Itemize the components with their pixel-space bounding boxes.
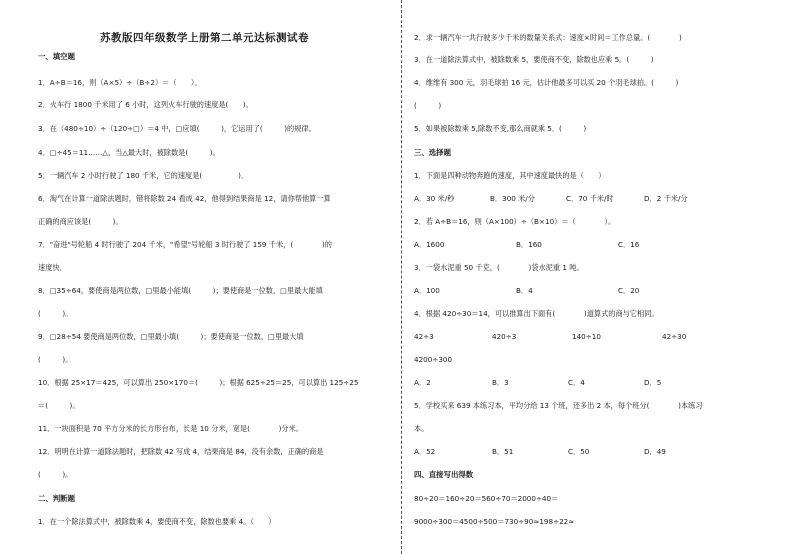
answer-option: C．16 <box>618 240 640 249</box>
question-line: 本。 <box>414 424 429 433</box>
section-heading: 二、判断题 <box>38 494 75 503</box>
answer-option: A．1600 <box>414 240 445 249</box>
question-line: 4．□÷45＝11……△，当△最大时，被除数是( )。 <box>38 148 220 157</box>
question-line: 7．"奋进"号轮船 4 时行驶了 204 千米，"希望"号轮船 3 时行驶了 159 千米，( )的 <box>38 240 332 249</box>
answer-option: B．4 <box>516 286 533 295</box>
question-line: 2．若 A÷B＝16，则（A×100）÷（B×10）＝（ ）。 <box>414 217 616 226</box>
answer-option: D．5 <box>644 378 662 387</box>
question-line: ( )。 <box>38 470 73 479</box>
question-line: ( )。 <box>38 355 73 364</box>
question-line: 3．在一道除法算式中，被除数乘 5，要使商不变，除数也应乘 5。( ) <box>414 55 654 64</box>
section-heading: 一、填空题 <box>38 52 75 61</box>
question-line: 1．下面是四种动物奔跑的速度，其中速度最快的是（ ） <box>414 171 606 180</box>
question-line: 5．一辆汽车 2 小时行驶了 180 千米，它的速度是( )． <box>38 171 249 180</box>
question-line: 6．淘气在计算一道除法题时，错将除数 24 看成 42，他得到结果商是 12，请你帮他算一算 <box>38 194 331 203</box>
question-line: 9．□28÷54 要使商是两位数，□里最小填( )；要使商是一位数，□里最大填 <box>38 332 304 341</box>
answer-option: 42÷30 <box>662 332 687 341</box>
question-line: 2．求一辆汽车一共行驶多少千米的数量关系式：速度×时间＝工作总量。( ) <box>414 33 682 42</box>
section-heading: 三、选择题 <box>414 148 451 157</box>
column-divider <box>401 0 402 554</box>
page-title: 苏教版四年级数学上册第二单元达标测试卷 <box>100 32 309 44</box>
question-line: 4．维维有 300 元，羽毛球拍 16 元，估计他最多可以买 20 个羽毛球拍。( ) <box>414 78 679 87</box>
answer-option: D．2 千米/分 <box>644 194 688 203</box>
question-line: 速度快． <box>38 263 67 272</box>
question-line: 2．火车行 1800 千米用了 6 小时，这列火车行驶的速度是( )。 <box>38 100 253 109</box>
question-line: 11．一块面积是 70 平方分米的长方形台布，长是 10 分米，宽是( )分米。 <box>38 424 304 433</box>
question-line: 5．学校买来 639 本练习本，平均分给 13 个班，还多出 2 本，每个班分( )本练习 <box>414 401 703 410</box>
answer-option: C．4 <box>568 378 585 387</box>
question-line: 正确的商应该是( )。 <box>38 217 123 226</box>
question-line: 1．A÷B＝16，则（A×5）÷（B÷2）＝（ ）。 <box>38 78 202 87</box>
question-line: 9000÷300＝4500÷500＝730÷90≈198÷22≈ <box>414 517 575 526</box>
answer-option: D．49 <box>644 447 666 456</box>
question-line: 4200÷300 <box>414 355 453 364</box>
question-line: 1．在一个除法算式中，被除数乘 4，要使商不变，除数也要乘 4。（ ） <box>38 517 276 526</box>
question-line: 5．如果被除数乘 5,除数不变,那么商就乘 5．( ) <box>414 124 587 133</box>
question-line: 4．根据 420÷30＝14，可以推算出下面有( )道算式的商与它相同。 <box>414 309 659 318</box>
answer-option: C．20 <box>618 286 640 295</box>
answer-option: 140÷10 <box>572 332 601 341</box>
question-line: 3．在（480÷10）÷（120÷□）＝4 中，□应填( )，它运用了( )的规律。 <box>38 124 316 133</box>
question-line: 10．根据 25×17＝425，可以算出 250×170＝( )；根据 625÷25＝25，可以算出 125÷25 <box>38 378 359 387</box>
question-line: 12．明明在计算一道除法题时，把除数 42 写成 4，结果商是 84，没有余数，正确的商是 <box>38 447 324 456</box>
answer-option: 420÷3 <box>492 332 517 341</box>
question-line: 8．□35÷64，要使商是两位数，□里最小能填( )；要使商是一位数，□里最大能填 <box>38 286 323 295</box>
question-line: 3．一袋水泥重 50 千克，( )袋水泥重 1 吨。 <box>414 263 584 272</box>
answer-option: B．160 <box>516 240 542 249</box>
answer-option: C．70 千米/时 <box>566 194 614 203</box>
question-line: ( )。 <box>38 309 73 318</box>
answer-option: B．300 米/分 <box>490 194 535 203</box>
answer-option: B．3 <box>492 378 509 387</box>
answer-option: B．51 <box>492 447 514 456</box>
answer-option: A．30 米/秒 <box>414 194 455 203</box>
question-line: ＝( )。 <box>38 401 80 410</box>
answer-option: A．100 <box>414 286 440 295</box>
answer-option: A．2 <box>414 378 431 387</box>
answer-option: A．52 <box>414 447 436 456</box>
section-heading: 四、直接写出得数 <box>414 470 474 479</box>
question-line: 80÷20＝160÷20＝560÷70＝2000÷40＝ <box>414 494 559 503</box>
question-line: ( ) <box>414 101 442 110</box>
answer-option: 42÷3 <box>414 332 434 341</box>
answer-option: C．50 <box>568 447 590 456</box>
